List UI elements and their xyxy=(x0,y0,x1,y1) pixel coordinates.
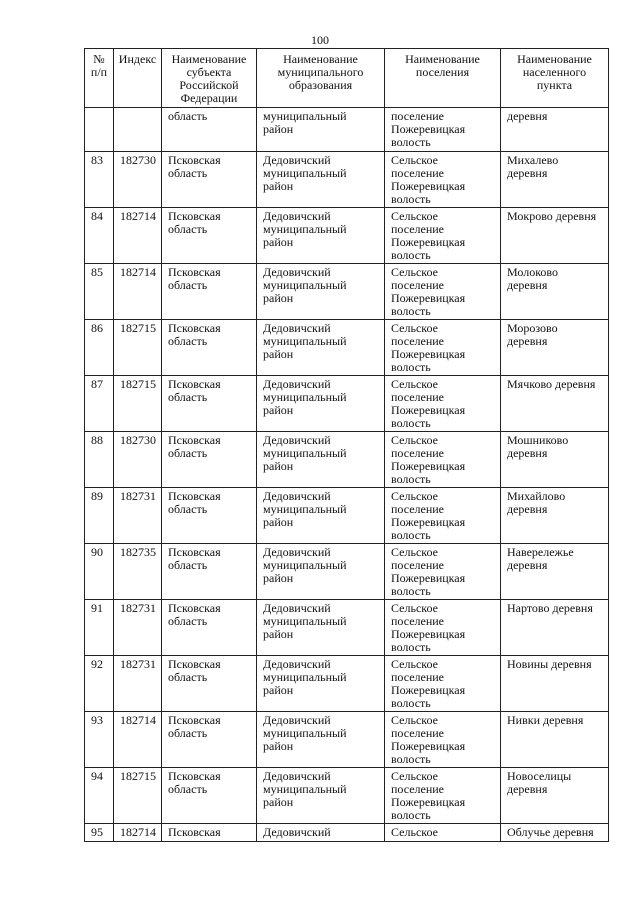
cell-number: 85 xyxy=(85,264,114,320)
cell-locality: Новины деревня xyxy=(501,656,609,712)
cell-municipal: муниципальный район xyxy=(257,108,385,152)
cell-index xyxy=(114,108,162,152)
header-number: № п/п xyxy=(85,49,114,108)
cell-locality: Нивки деревня xyxy=(501,712,609,768)
table-row xyxy=(85,488,609,544)
cell-municipal: Дедовичский муниципальный район xyxy=(257,432,385,488)
table-header-row xyxy=(85,49,609,108)
cell-subject: Псковская область xyxy=(162,152,257,208)
table-row xyxy=(85,264,609,320)
cell-subject: Псковская область xyxy=(162,656,257,712)
cell-municipal: Дедовичский муниципальный район xyxy=(257,712,385,768)
cell-municipal: Дедовичский муниципальный район xyxy=(257,544,385,600)
cell-number xyxy=(85,108,114,152)
cell-number: 84 xyxy=(85,208,114,264)
cell-index: 182730 xyxy=(114,152,162,208)
table-row xyxy=(85,432,609,488)
cell-subject: Псковская область xyxy=(162,712,257,768)
header-index: Индекс xyxy=(114,49,162,108)
settlements-table xyxy=(84,48,609,842)
cell-settlement: Сельское поселение Пожеревицкая волость xyxy=(385,488,501,544)
cell-index: 182714 xyxy=(114,824,162,842)
cell-index: 182714 xyxy=(114,264,162,320)
cell-locality: Мокрово деревня xyxy=(501,208,609,264)
cell-municipal: Дедовичский муниципальный район xyxy=(257,656,385,712)
cell-locality: Михайлово деревня xyxy=(501,488,609,544)
cell-number: 90 xyxy=(85,544,114,600)
cell-settlement: Сельское xyxy=(385,824,501,842)
cell-index: 182731 xyxy=(114,656,162,712)
cell-settlement: Сельское поселение Пожеревицкая волость xyxy=(385,712,501,768)
table-row xyxy=(85,824,609,842)
cell-index: 182715 xyxy=(114,768,162,824)
cell-municipal: Дедовичский муниципальный район xyxy=(257,152,385,208)
cell-locality: Морозово деревня xyxy=(501,320,609,376)
cell-index: 182715 xyxy=(114,376,162,432)
table-row xyxy=(85,768,609,824)
header-municipal: Наименование муниципального образования xyxy=(257,49,385,108)
cell-municipal: Дедовичский муниципальный район xyxy=(257,208,385,264)
cell-settlement: поселение Пожеревицкая волость xyxy=(385,108,501,152)
header-subject: Наименование субъекта Российской Федерации xyxy=(162,49,257,108)
cell-number: 86 xyxy=(85,320,114,376)
cell-subject: Псковская область xyxy=(162,544,257,600)
cell-number: 94 xyxy=(85,768,114,824)
cell-subject: Псковская область xyxy=(162,600,257,656)
cell-number: 89 xyxy=(85,488,114,544)
cell-settlement: Сельское поселение Пожеревицкая волость xyxy=(385,768,501,824)
cell-number: 87 xyxy=(85,376,114,432)
cell-locality: Наверележье деревня xyxy=(501,544,609,600)
cell-index: 182731 xyxy=(114,488,162,544)
cell-municipal: Дедовичский муниципальный район xyxy=(257,376,385,432)
cell-settlement: Сельское поселение Пожеревицкая волость xyxy=(385,264,501,320)
cell-settlement: Сельское поселение Пожеревицкая волость xyxy=(385,320,501,376)
cell-municipal: Дедовичский муниципальный район xyxy=(257,264,385,320)
table-row xyxy=(85,656,609,712)
table-row xyxy=(85,544,609,600)
cell-number: 95 xyxy=(85,824,114,842)
cell-index: 182735 xyxy=(114,544,162,600)
cell-number: 93 xyxy=(85,712,114,768)
cell-municipal: Дедовичский муниципальный район xyxy=(257,600,385,656)
table-row xyxy=(85,600,609,656)
cell-municipal: Дедовичский муниципальный район xyxy=(257,488,385,544)
cell-municipal: Дедовичский муниципальный район xyxy=(257,320,385,376)
cell-subject: Псковская область xyxy=(162,432,257,488)
cell-subject: Псковская область xyxy=(162,264,257,320)
cell-index: 182714 xyxy=(114,712,162,768)
cell-locality: Новоселицы деревня xyxy=(501,768,609,824)
cell-number: 92 xyxy=(85,656,114,712)
cell-settlement: Сельское поселение Пожеревицкая волость xyxy=(385,656,501,712)
cell-subject: Псковская xyxy=(162,824,257,842)
cell-locality: Мошниково деревня xyxy=(501,432,609,488)
cell-settlement: Сельское поселение Пожеревицкая волость xyxy=(385,152,501,208)
cell-subject: Псковская область xyxy=(162,208,257,264)
cell-locality: деревня xyxy=(501,108,609,152)
cell-locality: Нартово деревня xyxy=(501,600,609,656)
cell-subject: область xyxy=(162,108,257,152)
cell-subject: Псковская область xyxy=(162,488,257,544)
cell-locality: Облучье деревня xyxy=(501,824,609,842)
cell-number: 83 xyxy=(85,152,114,208)
cell-index: 182715 xyxy=(114,320,162,376)
continuation-row xyxy=(85,108,609,152)
cell-locality: Мячково деревня xyxy=(501,376,609,432)
cell-settlement: Сельское поселение Пожеревицкая волость xyxy=(385,432,501,488)
cell-settlement: Сельское поселение Пожеревицкая волость xyxy=(385,600,501,656)
table-row xyxy=(85,376,609,432)
cell-index: 182730 xyxy=(114,432,162,488)
cell-settlement: Сельское поселение Пожеревицкая волость xyxy=(385,376,501,432)
cell-settlement: Сельское поселение Пожеревицкая волость xyxy=(385,208,501,264)
table-row xyxy=(85,320,609,376)
cell-settlement: Сельское поселение Пожеревицкая волость xyxy=(385,544,501,600)
cell-locality: Молоково деревня xyxy=(501,264,609,320)
table-row xyxy=(85,152,609,208)
cell-locality: Михалево деревня xyxy=(501,152,609,208)
cell-subject: Псковская область xyxy=(162,768,257,824)
header-settlement: Наименование поселения xyxy=(385,49,501,108)
cell-subject: Псковская область xyxy=(162,376,257,432)
cell-index: 182714 xyxy=(114,208,162,264)
table-row xyxy=(85,208,609,264)
cell-number: 88 xyxy=(85,432,114,488)
table-row xyxy=(85,712,609,768)
cell-index: 182731 xyxy=(114,600,162,656)
page-number: 100 xyxy=(311,33,329,47)
cell-number: 91 xyxy=(85,600,114,656)
cell-subject: Псковская область xyxy=(162,320,257,376)
cell-municipal: Дедовичский муниципальный район xyxy=(257,768,385,824)
cell-municipal: Дедовичский xyxy=(257,824,385,842)
header-locality: Наименование населенного пункта xyxy=(501,49,609,108)
